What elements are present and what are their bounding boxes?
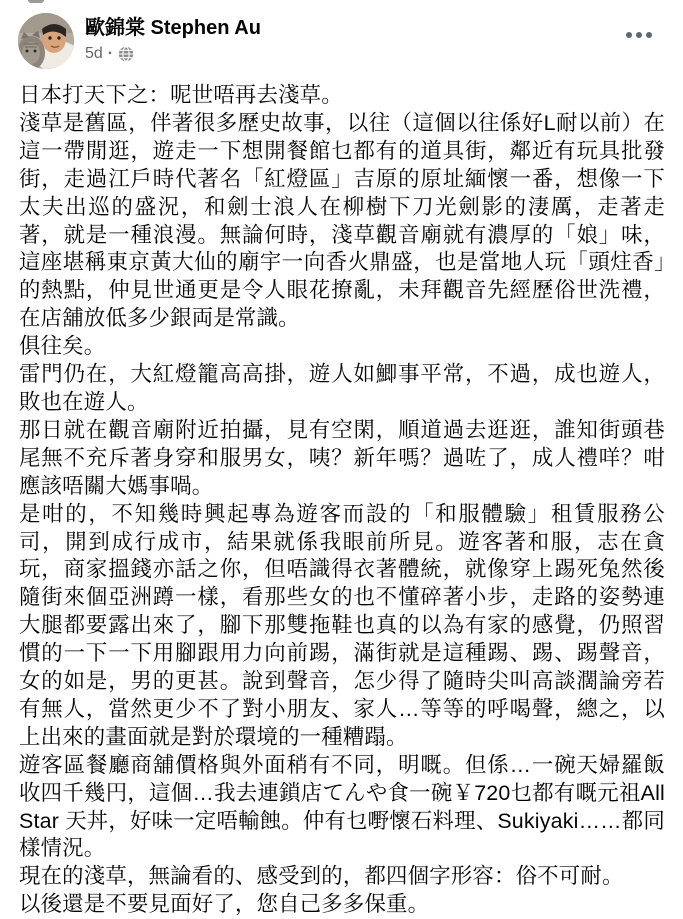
ellipsis-icon (646, 32, 652, 38)
meta-separator: · (107, 45, 114, 62)
ellipsis-icon (636, 32, 642, 38)
post-body (0, 69, 683, 919)
post-paragraph: 遊客區餐廳商舖價格與外面稍有不同，明嘅。但係…一碗天婦羅飯收四千幾円，這個…我去連鎖店てんや食一碗￥720乜都有嘅元祖All Star 天丼，好味一定唔輸蝕。仲有乜嘢懷石料理、Sukiyaki……都同樣情況。 (19, 752, 665, 861)
ellipsis-icon (626, 32, 632, 38)
profile-photo-man-with-cat-icon (18, 13, 74, 69)
post-paragraph: 淺草是舊區，伴著很多歷史故事，以往（這個以往係好L耐以前）在這一帶閒逛，遊走一下想開餐館乜都有的道具街，鄰近有玩具批發街，走過江戶時代著名「紅燈區」吉原的原址緬懷一番，想像一下太夫出巡的盛況，和劍士浪人在柳樹下刀光劍影的淒厲，走著走著，就是一種浪漫。無論何時，淺草觀音廟就有濃厚的「娘」味，這座堪稱東京黃大仙的廟宇一向香火鼎盛，也是當地人玩「頭炷香」的熱點，仲見世通更是令人眼花撩亂，未拜觀音先經歷俗世洗禮，在店舖放低多少銀両是常識。 (19, 110, 665, 331)
post-paragraph: 以後還是不要見面好了，您自己多多保重。 (19, 892, 430, 917)
globe-icon (118, 46, 134, 62)
post-paragraph: 雷門仍在，大紅燈籠高高掛，遊人如鯽事平常，不過，成也遊人，敗也在遊人。 (19, 362, 665, 414)
post-paragraph: 那日就在觀音廟附近拍攝，見有空閑，順道過去逛逛，誰知街頭巷尾無不充斥著身穿和服男女，咦？新年嗎？過咗了，成人禮咩？咁應該唔關大媽事喎。 (19, 417, 665, 498)
post-meta[interactable] (85, 44, 261, 63)
post-header (0, 0, 683, 69)
post-paragraph: 日本打天下之：呢世唔再去淺草。 (19, 83, 343, 107)
post-paragraph: 現在的淺草，無論看的、感受到的，都四個字形容：俗不可耐。 (19, 864, 624, 889)
post-paragraph: 俱往矣。 (19, 334, 106, 359)
post-paragraph: 是咁的，不知幾時興起專為遊客而設的「和服體驗」租賃服務公司，開到成行成市，結果就係我眼前所見。遊客著和服，志在貪玩，商家搵錢亦話之你，但唔識得衣著體統，就像穿上踢死兔然後隨街來個亞洲蹲一樣，看那些女的也不懂碎著小步，走路的姿勢連大腿都要露出來了，腳下那雙拖鞋也真的以為有家的感覺，仍照習慣的一下一下用腳跟用力向前踢，滿街就是這種踢、踢、踢聲音，女的如是，男的更甚。說到聲音，怎少得了隨時尖叫高談濶論旁若有無人，當然更少不了對小朋友、家人…等等的呼喝聲，總之，以上出來的畫面就是對於環境的一種糟蹋。 (19, 501, 665, 749)
author-name[interactable]: 歐錦棠 Stephen Au (85, 17, 261, 39)
avatar[interactable] (18, 13, 74, 69)
more-options-button[interactable] (621, 17, 657, 53)
timestamp[interactable]: 5d (85, 45, 103, 62)
header-info (85, 13, 261, 63)
